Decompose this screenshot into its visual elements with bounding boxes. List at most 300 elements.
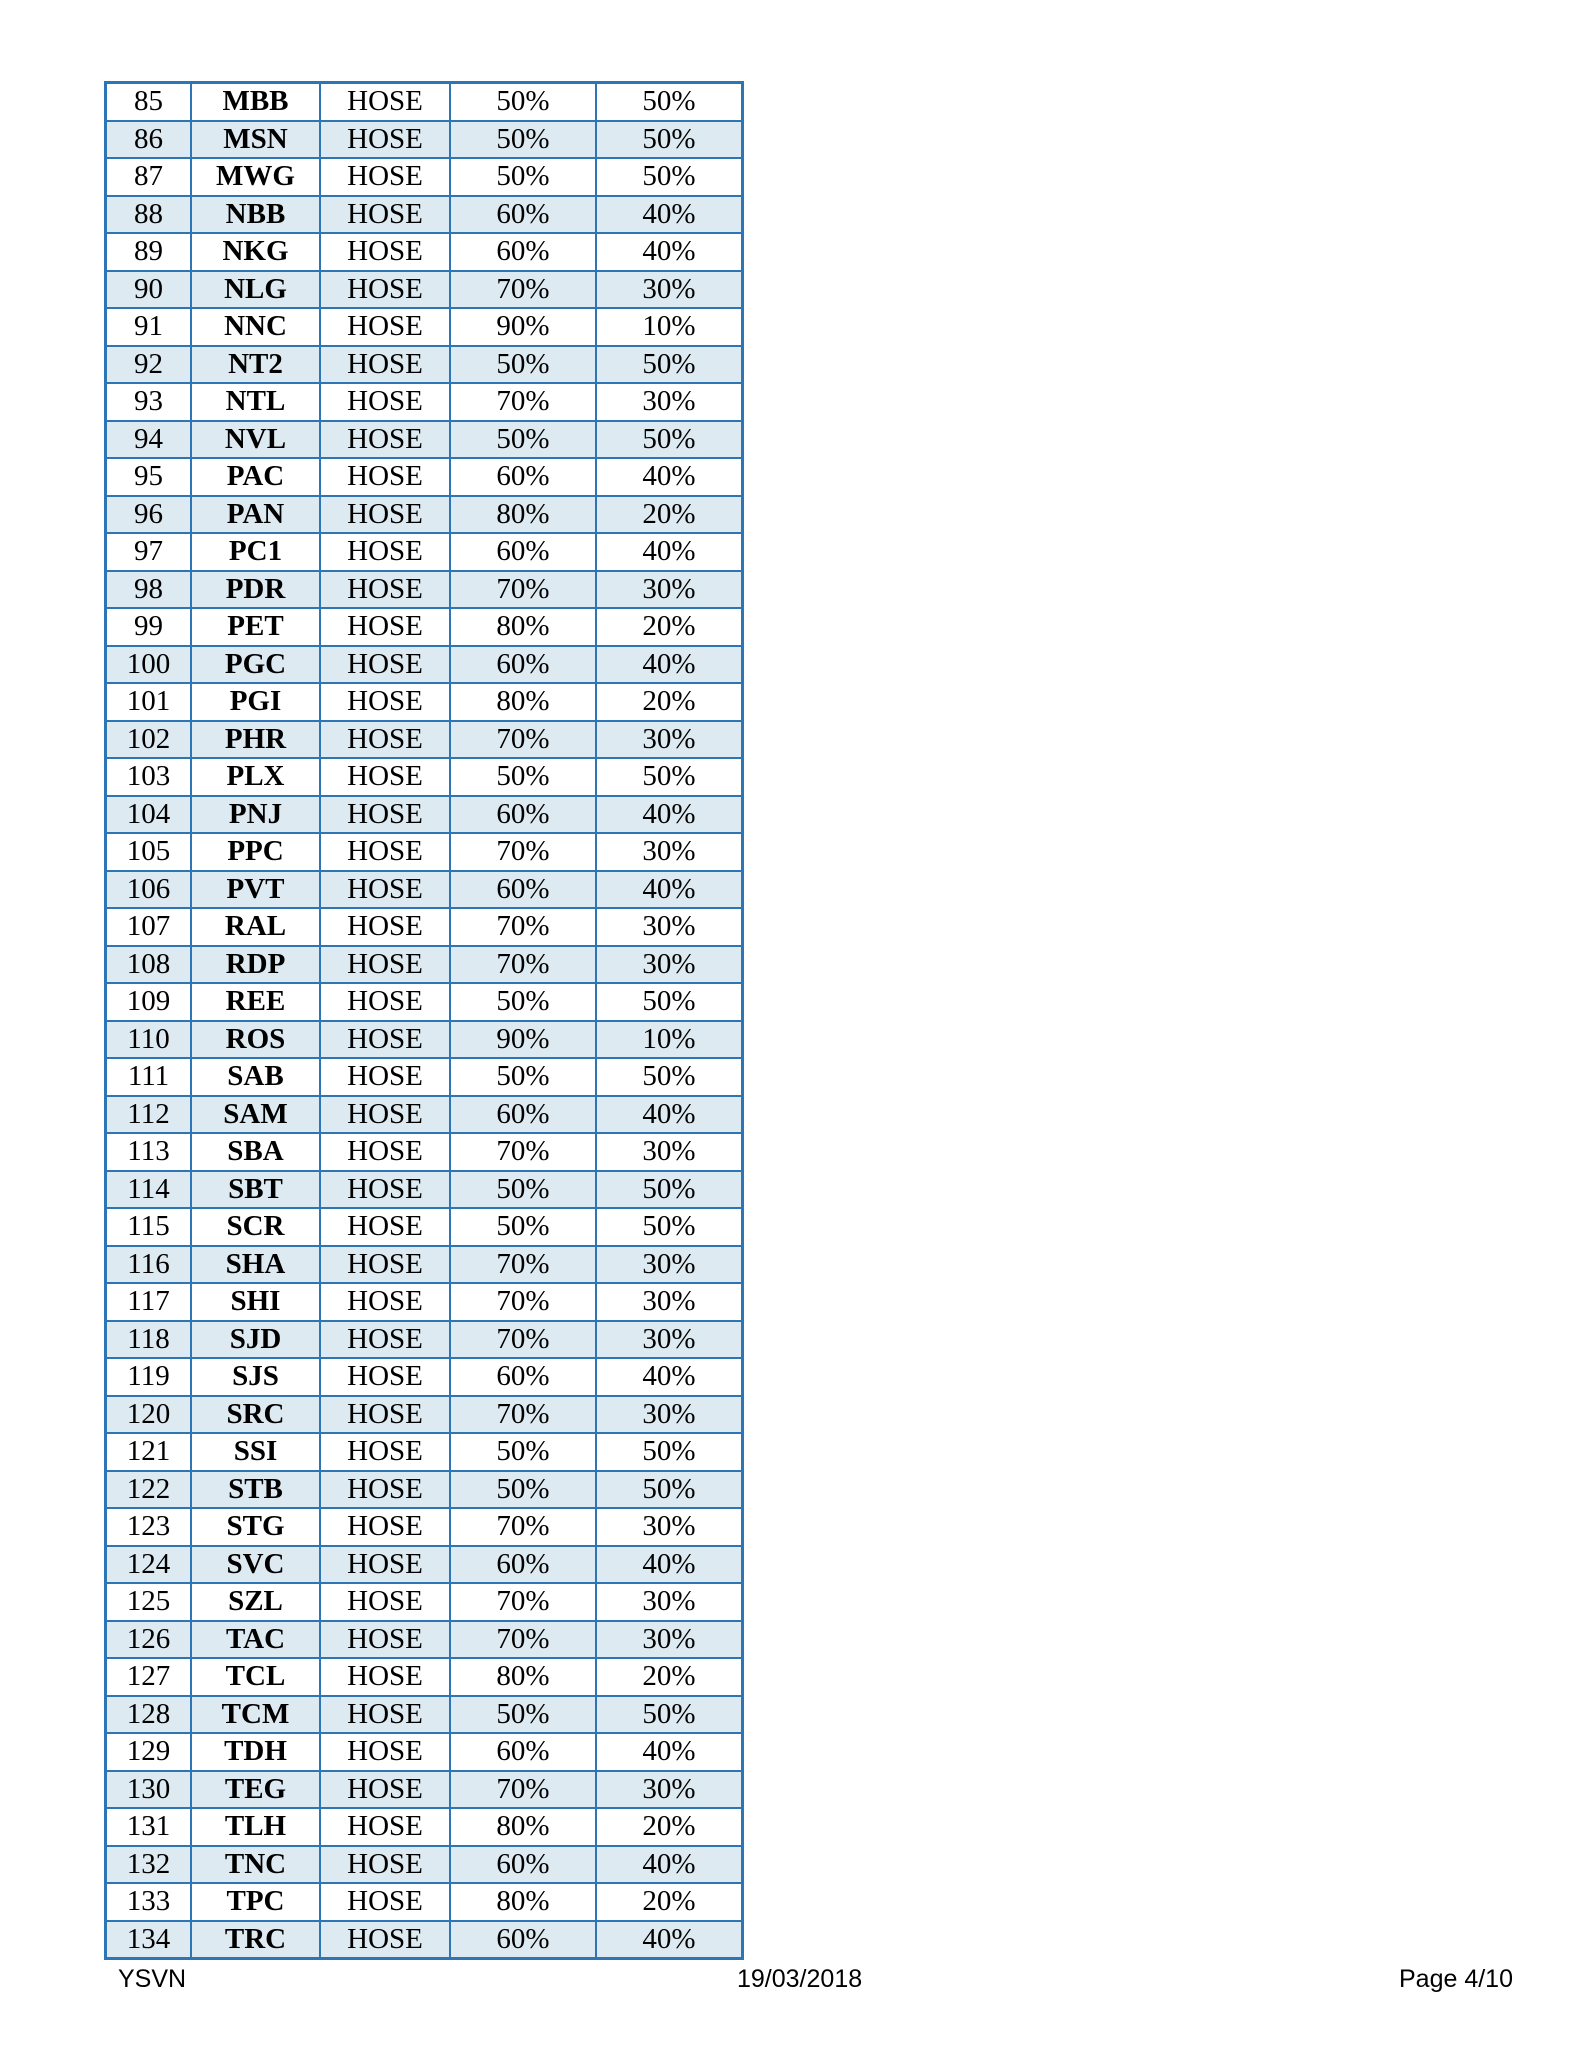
- stock-code-cell: STG: [191, 1508, 320, 1546]
- row-number-cell: 134: [106, 1921, 192, 1959]
- exchange-cell: HOSE: [320, 571, 450, 609]
- ratio-2-cell: 50%: [596, 1471, 743, 1509]
- row-number-cell: 94: [106, 421, 192, 459]
- exchange-cell: HOSE: [320, 233, 450, 271]
- stock-code-cell: MSN: [191, 121, 320, 159]
- ratio-1-cell: 70%: [450, 1133, 596, 1171]
- exchange-cell: HOSE: [320, 1508, 450, 1546]
- table-row: [106, 1546, 743, 1584]
- table-row: [106, 458, 743, 496]
- stock-code-cell: TPC: [191, 1883, 320, 1921]
- row-number-cell: 129: [106, 1733, 192, 1771]
- exchange-cell: HOSE: [320, 158, 450, 196]
- exchange-cell: HOSE: [320, 1096, 450, 1134]
- exchange-cell: HOSE: [320, 496, 450, 534]
- row-number-cell: 125: [106, 1583, 192, 1621]
- table-row: [106, 1321, 743, 1359]
- table-row: [106, 571, 743, 609]
- stock-code-cell: PPC: [191, 833, 320, 871]
- ratio-2-cell: 30%: [596, 1771, 743, 1809]
- ratio-1-cell: 50%: [450, 1171, 596, 1209]
- ratio-1-cell: 70%: [450, 1508, 596, 1546]
- stock-code-cell: NTL: [191, 383, 320, 421]
- exchange-cell: HOSE: [320, 1246, 450, 1284]
- table-row: [106, 383, 743, 421]
- ratio-2-cell: 20%: [596, 1808, 743, 1846]
- table-row: [106, 1808, 743, 1846]
- table-row: [106, 1396, 743, 1434]
- exchange-cell: HOSE: [320, 458, 450, 496]
- ratio-2-cell: 30%: [596, 1396, 743, 1434]
- ratio-2-cell: 30%: [596, 1283, 743, 1321]
- ratio-2-cell: 50%: [596, 121, 743, 159]
- table-row: [106, 1246, 743, 1284]
- row-number-cell: 112: [106, 1096, 192, 1134]
- exchange-cell: HOSE: [320, 871, 450, 909]
- stock-code-cell: SZL: [191, 1583, 320, 1621]
- stock-code-cell: TDH: [191, 1733, 320, 1771]
- table-row: [106, 833, 743, 871]
- ratio-2-cell: 30%: [596, 908, 743, 946]
- table-row: [106, 871, 743, 909]
- table-row: [106, 1433, 743, 1471]
- ratio-2-cell: 30%: [596, 1508, 743, 1546]
- table-row: [106, 721, 743, 759]
- row-number-cell: 126: [106, 1621, 192, 1659]
- ratio-1-cell: 50%: [450, 758, 596, 796]
- ratio-1-cell: 50%: [450, 983, 596, 1021]
- ratio-2-cell: 30%: [596, 383, 743, 421]
- stock-code-cell: SBT: [191, 1171, 320, 1209]
- table-row: [106, 983, 743, 1021]
- ratio-1-cell: 60%: [450, 196, 596, 234]
- stock-code-cell: RDP: [191, 946, 320, 984]
- row-number-cell: 123: [106, 1508, 192, 1546]
- ratio-1-cell: 60%: [450, 1546, 596, 1584]
- ratio-2-cell: 20%: [596, 608, 743, 646]
- exchange-cell: HOSE: [320, 196, 450, 234]
- ratio-1-cell: 70%: [450, 571, 596, 609]
- row-number-cell: 89: [106, 233, 192, 271]
- margin-ratio-table: [104, 81, 744, 1960]
- ratio-1-cell: 90%: [450, 308, 596, 346]
- ratio-2-cell: 40%: [596, 196, 743, 234]
- ratio-1-cell: 60%: [450, 1921, 596, 1959]
- ratio-1-cell: 50%: [450, 1058, 596, 1096]
- table-row: [106, 1658, 743, 1696]
- stock-code-cell: NKG: [191, 233, 320, 271]
- footer-date: 19/03/2018: [737, 1965, 863, 1993]
- table-row: [106, 233, 743, 271]
- row-number-cell: 121: [106, 1433, 192, 1471]
- table-row: [106, 1133, 743, 1171]
- ratio-2-cell: 50%: [596, 83, 743, 121]
- ratio-2-cell: 40%: [596, 646, 743, 684]
- stock-code-cell: STB: [191, 1471, 320, 1509]
- table-row: [106, 1921, 743, 1959]
- stock-code-cell: NVL: [191, 421, 320, 459]
- stock-code-cell: PAN: [191, 496, 320, 534]
- exchange-cell: HOSE: [320, 1358, 450, 1396]
- table-row: [106, 1208, 743, 1246]
- ratio-1-cell: 50%: [450, 1208, 596, 1246]
- table-row: [106, 608, 743, 646]
- exchange-cell: HOSE: [320, 346, 450, 384]
- row-number-cell: 113: [106, 1133, 192, 1171]
- table-row: [106, 1508, 743, 1546]
- ratio-2-cell: 50%: [596, 1696, 743, 1734]
- stock-code-cell: NT2: [191, 346, 320, 384]
- exchange-cell: HOSE: [320, 608, 450, 646]
- row-number-cell: 97: [106, 533, 192, 571]
- row-number-cell: 101: [106, 683, 192, 721]
- ratio-2-cell: 50%: [596, 1171, 743, 1209]
- stock-code-cell: SCR: [191, 1208, 320, 1246]
- exchange-cell: HOSE: [320, 721, 450, 759]
- ratio-1-cell: 50%: [450, 346, 596, 384]
- ratio-1-cell: 80%: [450, 496, 596, 534]
- ratio-2-cell: 30%: [596, 271, 743, 309]
- ratio-1-cell: 60%: [450, 233, 596, 271]
- row-number-cell: 103: [106, 758, 192, 796]
- row-number-cell: 133: [106, 1883, 192, 1921]
- row-number-cell: 90: [106, 271, 192, 309]
- table-row: [106, 496, 743, 534]
- ratio-1-cell: 60%: [450, 533, 596, 571]
- table-row: [106, 1021, 743, 1059]
- row-number-cell: 87: [106, 158, 192, 196]
- ratio-2-cell: 30%: [596, 1246, 743, 1284]
- row-number-cell: 105: [106, 833, 192, 871]
- row-number-cell: 131: [106, 1808, 192, 1846]
- stock-code-cell: SHI: [191, 1283, 320, 1321]
- row-number-cell: 127: [106, 1658, 192, 1696]
- table-row: [106, 796, 743, 834]
- ratio-2-cell: 40%: [596, 1846, 743, 1884]
- exchange-cell: HOSE: [320, 1771, 450, 1809]
- stock-code-cell: PLX: [191, 758, 320, 796]
- ratio-1-cell: 80%: [450, 683, 596, 721]
- ratio-2-cell: 20%: [596, 1883, 743, 1921]
- stock-code-cell: SJD: [191, 1321, 320, 1359]
- ratio-1-cell: 70%: [450, 1621, 596, 1659]
- ratio-1-cell: 60%: [450, 458, 596, 496]
- row-number-cell: 128: [106, 1696, 192, 1734]
- exchange-cell: HOSE: [320, 983, 450, 1021]
- table-body: [106, 83, 743, 1959]
- row-number-cell: 102: [106, 721, 192, 759]
- exchange-cell: HOSE: [320, 1696, 450, 1734]
- table-row: [106, 158, 743, 196]
- ratio-2-cell: 30%: [596, 1133, 743, 1171]
- row-number-cell: 119: [106, 1358, 192, 1396]
- table-row: [106, 1583, 743, 1621]
- exchange-cell: HOSE: [320, 1883, 450, 1921]
- ratio-1-cell: 60%: [450, 1358, 596, 1396]
- table-row: [106, 1733, 743, 1771]
- row-number-cell: 108: [106, 946, 192, 984]
- ratio-2-cell: 40%: [596, 1096, 743, 1134]
- ratio-1-cell: 50%: [450, 121, 596, 159]
- exchange-cell: HOSE: [320, 646, 450, 684]
- row-number-cell: 114: [106, 1171, 192, 1209]
- row-number-cell: 132: [106, 1846, 192, 1884]
- stock-code-cell: TRC: [191, 1921, 320, 1959]
- stock-code-cell: PGI: [191, 683, 320, 721]
- ratio-1-cell: 70%: [450, 1246, 596, 1284]
- stock-code-cell: SRC: [191, 1396, 320, 1434]
- table-row: [106, 1358, 743, 1396]
- exchange-cell: HOSE: [320, 1621, 450, 1659]
- ratio-2-cell: 30%: [596, 833, 743, 871]
- stock-code-cell: TCM: [191, 1696, 320, 1734]
- row-number-cell: 91: [106, 308, 192, 346]
- exchange-cell: HOSE: [320, 383, 450, 421]
- table-row: [106, 533, 743, 571]
- ratio-2-cell: 40%: [596, 871, 743, 909]
- row-number-cell: 106: [106, 871, 192, 909]
- ratio-2-cell: 50%: [596, 1058, 743, 1096]
- table-row: [106, 683, 743, 721]
- exchange-cell: HOSE: [320, 1546, 450, 1584]
- row-number-cell: 95: [106, 458, 192, 496]
- table-row: [106, 1283, 743, 1321]
- ratio-1-cell: 70%: [450, 833, 596, 871]
- stock-code-cell: TNC: [191, 1846, 320, 1884]
- row-number-cell: 88: [106, 196, 192, 234]
- ratio-1-cell: 70%: [450, 1771, 596, 1809]
- ratio-1-cell: 50%: [450, 83, 596, 121]
- ratio-1-cell: 70%: [450, 721, 596, 759]
- exchange-cell: HOSE: [320, 796, 450, 834]
- exchange-cell: HOSE: [320, 1321, 450, 1359]
- row-number-cell: 117: [106, 1283, 192, 1321]
- ratio-2-cell: 40%: [596, 1358, 743, 1396]
- ratio-1-cell: 80%: [450, 608, 596, 646]
- exchange-cell: HOSE: [320, 1433, 450, 1471]
- stock-code-cell: PHR: [191, 721, 320, 759]
- row-number-cell: 93: [106, 383, 192, 421]
- stock-code-cell: PET: [191, 608, 320, 646]
- exchange-cell: HOSE: [320, 1733, 450, 1771]
- ratio-2-cell: 30%: [596, 571, 743, 609]
- stock-code-cell: REE: [191, 983, 320, 1021]
- ratio-2-cell: 40%: [596, 1546, 743, 1584]
- stock-code-cell: NNC: [191, 308, 320, 346]
- stock-code-cell: TCL: [191, 1658, 320, 1696]
- ratio-1-cell: 80%: [450, 1883, 596, 1921]
- table-row: [106, 1058, 743, 1096]
- ratio-1-cell: 70%: [450, 1583, 596, 1621]
- exchange-cell: HOSE: [320, 1283, 450, 1321]
- exchange-cell: HOSE: [320, 946, 450, 984]
- table-row: [106, 1096, 743, 1134]
- row-number-cell: 100: [106, 646, 192, 684]
- row-number-cell: 86: [106, 121, 192, 159]
- ratio-1-cell: 70%: [450, 271, 596, 309]
- ratio-2-cell: 20%: [596, 1658, 743, 1696]
- ratio-2-cell: 10%: [596, 1021, 743, 1059]
- stock-code-cell: PAC: [191, 458, 320, 496]
- stock-code-cell: MBB: [191, 83, 320, 121]
- stock-code-cell: TAC: [191, 1621, 320, 1659]
- row-number-cell: 110: [106, 1021, 192, 1059]
- table-row: [106, 121, 743, 159]
- exchange-cell: HOSE: [320, 908, 450, 946]
- row-number-cell: 116: [106, 1246, 192, 1284]
- ratio-2-cell: 40%: [596, 796, 743, 834]
- exchange-cell: HOSE: [320, 1021, 450, 1059]
- table-row: [106, 308, 743, 346]
- table-row: [106, 646, 743, 684]
- table-row: [106, 196, 743, 234]
- table-row: [106, 1471, 743, 1509]
- row-number-cell: 104: [106, 796, 192, 834]
- ratio-2-cell: 40%: [596, 1733, 743, 1771]
- exchange-cell: HOSE: [320, 1471, 450, 1509]
- stock-code-cell: TEG: [191, 1771, 320, 1809]
- exchange-cell: HOSE: [320, 758, 450, 796]
- exchange-cell: HOSE: [320, 271, 450, 309]
- table-row: [106, 1171, 743, 1209]
- ratio-1-cell: 60%: [450, 1096, 596, 1134]
- ratio-1-cell: 70%: [450, 1283, 596, 1321]
- ratio-1-cell: 70%: [450, 908, 596, 946]
- ratio-2-cell: 40%: [596, 533, 743, 571]
- ratio-2-cell: 10%: [596, 308, 743, 346]
- ratio-1-cell: 70%: [450, 1321, 596, 1359]
- stock-code-cell: TLH: [191, 1808, 320, 1846]
- ratio-1-cell: 60%: [450, 646, 596, 684]
- table-row: [106, 271, 743, 309]
- exchange-cell: HOSE: [320, 421, 450, 459]
- ratio-2-cell: 20%: [596, 683, 743, 721]
- table-row: [106, 83, 743, 121]
- row-number-cell: 96: [106, 496, 192, 534]
- table-row: [106, 946, 743, 984]
- ratio-1-cell: 80%: [450, 1808, 596, 1846]
- exchange-cell: HOSE: [320, 533, 450, 571]
- exchange-cell: HOSE: [320, 1658, 450, 1696]
- ratio-1-cell: 70%: [450, 383, 596, 421]
- ratio-2-cell: 50%: [596, 1433, 743, 1471]
- table-row: [106, 1846, 743, 1884]
- table-row: [106, 1771, 743, 1809]
- ratio-1-cell: 90%: [450, 1021, 596, 1059]
- exchange-cell: HOSE: [320, 1921, 450, 1959]
- ratio-1-cell: 50%: [450, 421, 596, 459]
- ratio-1-cell: 50%: [450, 158, 596, 196]
- exchange-cell: HOSE: [320, 1058, 450, 1096]
- ratio-2-cell: 40%: [596, 458, 743, 496]
- ratio-2-cell: 30%: [596, 946, 743, 984]
- row-number-cell: 109: [106, 983, 192, 1021]
- exchange-cell: HOSE: [320, 1208, 450, 1246]
- ratio-2-cell: 50%: [596, 1208, 743, 1246]
- row-number-cell: 130: [106, 1771, 192, 1809]
- ratio-1-cell: 80%: [450, 1658, 596, 1696]
- row-number-cell: 124: [106, 1546, 192, 1584]
- footer-company: YSVN: [118, 1965, 187, 1993]
- stock-code-cell: ROS: [191, 1021, 320, 1059]
- stock-code-cell: MWG: [191, 158, 320, 196]
- table-row: [106, 908, 743, 946]
- ratio-1-cell: 60%: [450, 871, 596, 909]
- ratio-2-cell: 20%: [596, 496, 743, 534]
- stock-code-cell: SBA: [191, 1133, 320, 1171]
- exchange-cell: HOSE: [320, 1133, 450, 1171]
- stock-code-cell: SHA: [191, 1246, 320, 1284]
- ratio-2-cell: 50%: [596, 983, 743, 1021]
- row-number-cell: 111: [106, 1058, 192, 1096]
- stock-code-cell: NBB: [191, 196, 320, 234]
- stock-code-cell: SAB: [191, 1058, 320, 1096]
- ratio-2-cell: 50%: [596, 346, 743, 384]
- stock-code-cell: SJS: [191, 1358, 320, 1396]
- exchange-cell: HOSE: [320, 683, 450, 721]
- row-number-cell: 115: [106, 1208, 192, 1246]
- footer-page-number: Page 4/10: [1399, 1965, 1513, 1993]
- row-number-cell: 118: [106, 1321, 192, 1359]
- stock-code-cell: PNJ: [191, 796, 320, 834]
- exchange-cell: HOSE: [320, 308, 450, 346]
- ratio-1-cell: 70%: [450, 1396, 596, 1434]
- ratio-1-cell: 60%: [450, 1733, 596, 1771]
- stock-code-cell: PGC: [191, 646, 320, 684]
- row-number-cell: 85: [106, 83, 192, 121]
- exchange-cell: HOSE: [320, 121, 450, 159]
- ratio-2-cell: 50%: [596, 158, 743, 196]
- ratio-2-cell: 30%: [596, 1583, 743, 1621]
- row-number-cell: 99: [106, 608, 192, 646]
- stock-code-cell: PC1: [191, 533, 320, 571]
- row-number-cell: 122: [106, 1471, 192, 1509]
- table-row: [106, 1883, 743, 1921]
- exchange-cell: HOSE: [320, 1846, 450, 1884]
- ratio-2-cell: 40%: [596, 1921, 743, 1959]
- table-row: [106, 1696, 743, 1734]
- stock-code-cell: PVT: [191, 871, 320, 909]
- table-row: [106, 346, 743, 384]
- ratio-2-cell: 40%: [596, 233, 743, 271]
- row-number-cell: 92: [106, 346, 192, 384]
- exchange-cell: HOSE: [320, 1171, 450, 1209]
- ratio-1-cell: 50%: [450, 1696, 596, 1734]
- ratio-1-cell: 50%: [450, 1433, 596, 1471]
- ratio-1-cell: 60%: [450, 1846, 596, 1884]
- ratio-2-cell: 50%: [596, 758, 743, 796]
- ratio-1-cell: 70%: [450, 946, 596, 984]
- exchange-cell: HOSE: [320, 833, 450, 871]
- ratio-1-cell: 50%: [450, 1471, 596, 1509]
- stock-code-cell: NLG: [191, 271, 320, 309]
- ratio-2-cell: 50%: [596, 421, 743, 459]
- exchange-cell: HOSE: [320, 1583, 450, 1621]
- ratio-2-cell: 30%: [596, 1321, 743, 1359]
- table-row: [106, 1621, 743, 1659]
- ratio-2-cell: 30%: [596, 721, 743, 759]
- row-number-cell: 107: [106, 908, 192, 946]
- table-row: [106, 421, 743, 459]
- stock-code-cell: SSI: [191, 1433, 320, 1471]
- exchange-cell: HOSE: [320, 1808, 450, 1846]
- stock-code-cell: SVC: [191, 1546, 320, 1584]
- row-number-cell: 120: [106, 1396, 192, 1434]
- stock-code-cell: PDR: [191, 571, 320, 609]
- ratio-1-cell: 60%: [450, 796, 596, 834]
- stock-code-cell: RAL: [191, 908, 320, 946]
- ratio-2-cell: 30%: [596, 1621, 743, 1659]
